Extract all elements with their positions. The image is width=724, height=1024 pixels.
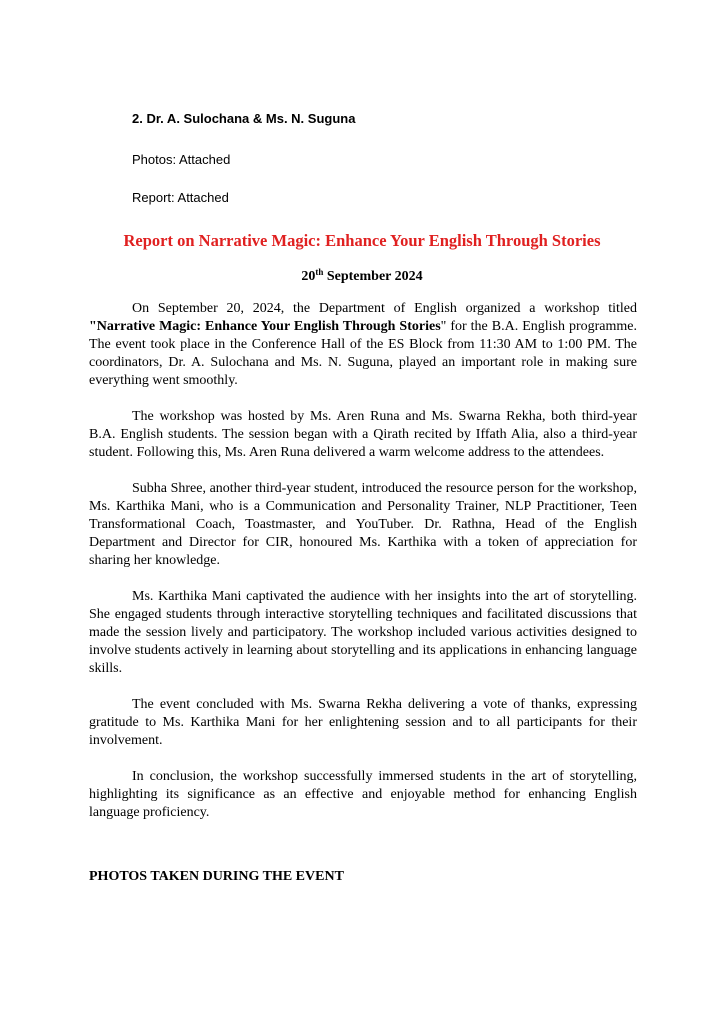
paragraph-6: In conclusion, the workshop successfully immersed students in the art of storytelling, highlighting its significance as an effective and enjoyable method for enhancing English language proficiency.: [89, 769, 637, 820]
date-month-year: September 2024: [323, 269, 423, 284]
report-body: [89, 300, 637, 840]
photos-heading: PHOTOS TAKEN DURING THE EVENT: [89, 869, 344, 884]
paragraph-1: [89, 300, 637, 390]
paragraph-2: The workshop was hosted by Ms. Aren Runa and Ms. Swarna Rekha, both third-year B.A. English students. The session began with a Qirath recited by Iffath Alia, also a third-year student. Following this, Ms. Aren Runa delivered a warm welcome address to the attendees.: [89, 409, 637, 460]
paragraph-3: Subha Shree, another third-year student, introduced the resource person for the workshop, Ms. Karthika Mani, who is a Communication and Personality Trainer, NLP Practitioner, Teen Transformational Coach, Toastmaster, and YouTuber. Dr. Rathna, Head of the English Department and Director for CIR, honoured Ms. Karthika with a token of appreciation for sharing her knowledge.: [89, 481, 637, 568]
paragraph-5: The event concluded with Ms. Swarna Rekha delivering a vote of thanks, expressing gratitude to Ms. Karthika Mani for her enlightening session and to all participants for their involvement.: [89, 697, 637, 748]
report-title: Report on Narrative Magic: Enhance Your English Through Stories: [123, 231, 601, 250]
date-suffix: th: [315, 267, 324, 277]
paragraph-1-intro: On September 20, 2024, the Department of English organized a workshop titled: [132, 301, 637, 316]
paragraph-1-rest: " for the B.A. English programme. The event took place in the Conference Hall of the ES Block from 11:30 AM to 1:00 PM. The coordinators, Dr. A. Sulochana and Ms. N. Suguna, played an important role in making sure everything went smoothly.: [89, 319, 637, 388]
paragraph-4: Ms. Karthika Mani captivated the audience with her insights into the art of storytelling. She engaged students through interactive storytelling techniques and facilitated discussions that made the session lively and participatory. The workshop included various activities designed to involve students actively in learning about storytelling and its applications in enhancing language skills.: [89, 589, 637, 676]
coordinators-line: 2. Dr. A. Sulochana & Ms. N. Suguna: [132, 111, 356, 126]
report-attached-line: Report: Attached: [132, 190, 229, 205]
date-day: 20: [301, 269, 316, 284]
workshop-name: "Narrative Magic: Enhance Your English Through Stories: [89, 319, 441, 334]
report-date: [0, 269, 724, 285]
photos-attached-line: Photos: Attached: [132, 152, 231, 167]
